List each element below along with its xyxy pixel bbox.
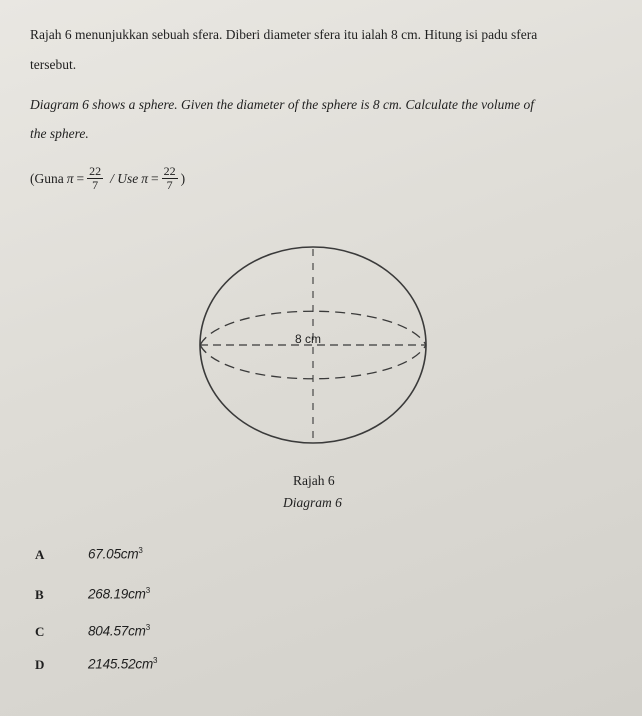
equals-sign-2: = bbox=[151, 170, 159, 186]
diagram-caption-malay: Rajah 6 bbox=[293, 473, 335, 488]
pi-hint-separator: / Use bbox=[110, 170, 139, 186]
question-text-english-line2: the sphere. bbox=[30, 126, 89, 141]
question-text-english-line1: Diagram 6 shows a sphere. Given the diameter of the sphere is 8 cm. Calculate the volume of bbox=[30, 97, 535, 112]
option-b-letter: B bbox=[35, 587, 44, 602]
pi-hint-close: ) bbox=[180, 170, 186, 186]
option-d-unit: cm bbox=[135, 656, 154, 672]
option-b-unit: cm bbox=[128, 586, 146, 602]
fraction-denominator-2: 7 bbox=[166, 178, 173, 192]
option-c-letter: C bbox=[35, 624, 45, 639]
diagram-caption-english: Diagram 6 bbox=[283, 495, 342, 510]
question-text-malay-line1: Rajah 6 menunjukkan sebuah sfera. Diberi diameter sfera itu ialah 8 cm. Hitung isi padu sfera bbox=[30, 27, 538, 42]
option-a-answer[interactable] bbox=[88, 546, 143, 562]
option-b-value: 268.19 bbox=[88, 586, 129, 602]
fraction-numerator: 22 bbox=[89, 164, 102, 178]
pi-fraction bbox=[87, 165, 103, 192]
option-d-power: 3 bbox=[153, 656, 158, 665]
pi-hint-open: (Guna bbox=[30, 170, 64, 186]
option-a-letter: A bbox=[35, 547, 45, 562]
equals-sign: = bbox=[76, 170, 85, 186]
option-a-power: 3 bbox=[138, 546, 143, 555]
diameter-label: 8 cm bbox=[295, 332, 322, 346]
option-d-answer[interactable] bbox=[88, 656, 157, 672]
pi-hint bbox=[30, 165, 185, 192]
fraction-denominator: 7 bbox=[92, 178, 99, 192]
option-b-answer[interactable] bbox=[88, 586, 150, 602]
fraction-numerator-2: 22 bbox=[163, 164, 176, 178]
option-a-value: 67.05 bbox=[88, 546, 121, 562]
question-text-malay-line2: tersebut. bbox=[30, 57, 77, 72]
pi-symbol: π bbox=[66, 170, 74, 186]
option-c-value: 804.57 bbox=[88, 623, 129, 639]
option-b-power: 3 bbox=[145, 586, 150, 595]
option-c-unit: cm bbox=[128, 623, 146, 639]
option-d-value: 2145.52 bbox=[88, 656, 136, 672]
sphere-diagram bbox=[195, 245, 435, 455]
pi-symbol-2: π bbox=[141, 170, 149, 186]
pi-fraction-2 bbox=[162, 165, 178, 192]
option-a-unit: cm bbox=[120, 546, 139, 562]
option-c-answer[interactable] bbox=[88, 623, 150, 639]
option-d-letter: D bbox=[35, 657, 45, 672]
option-c-power: 3 bbox=[145, 623, 150, 632]
